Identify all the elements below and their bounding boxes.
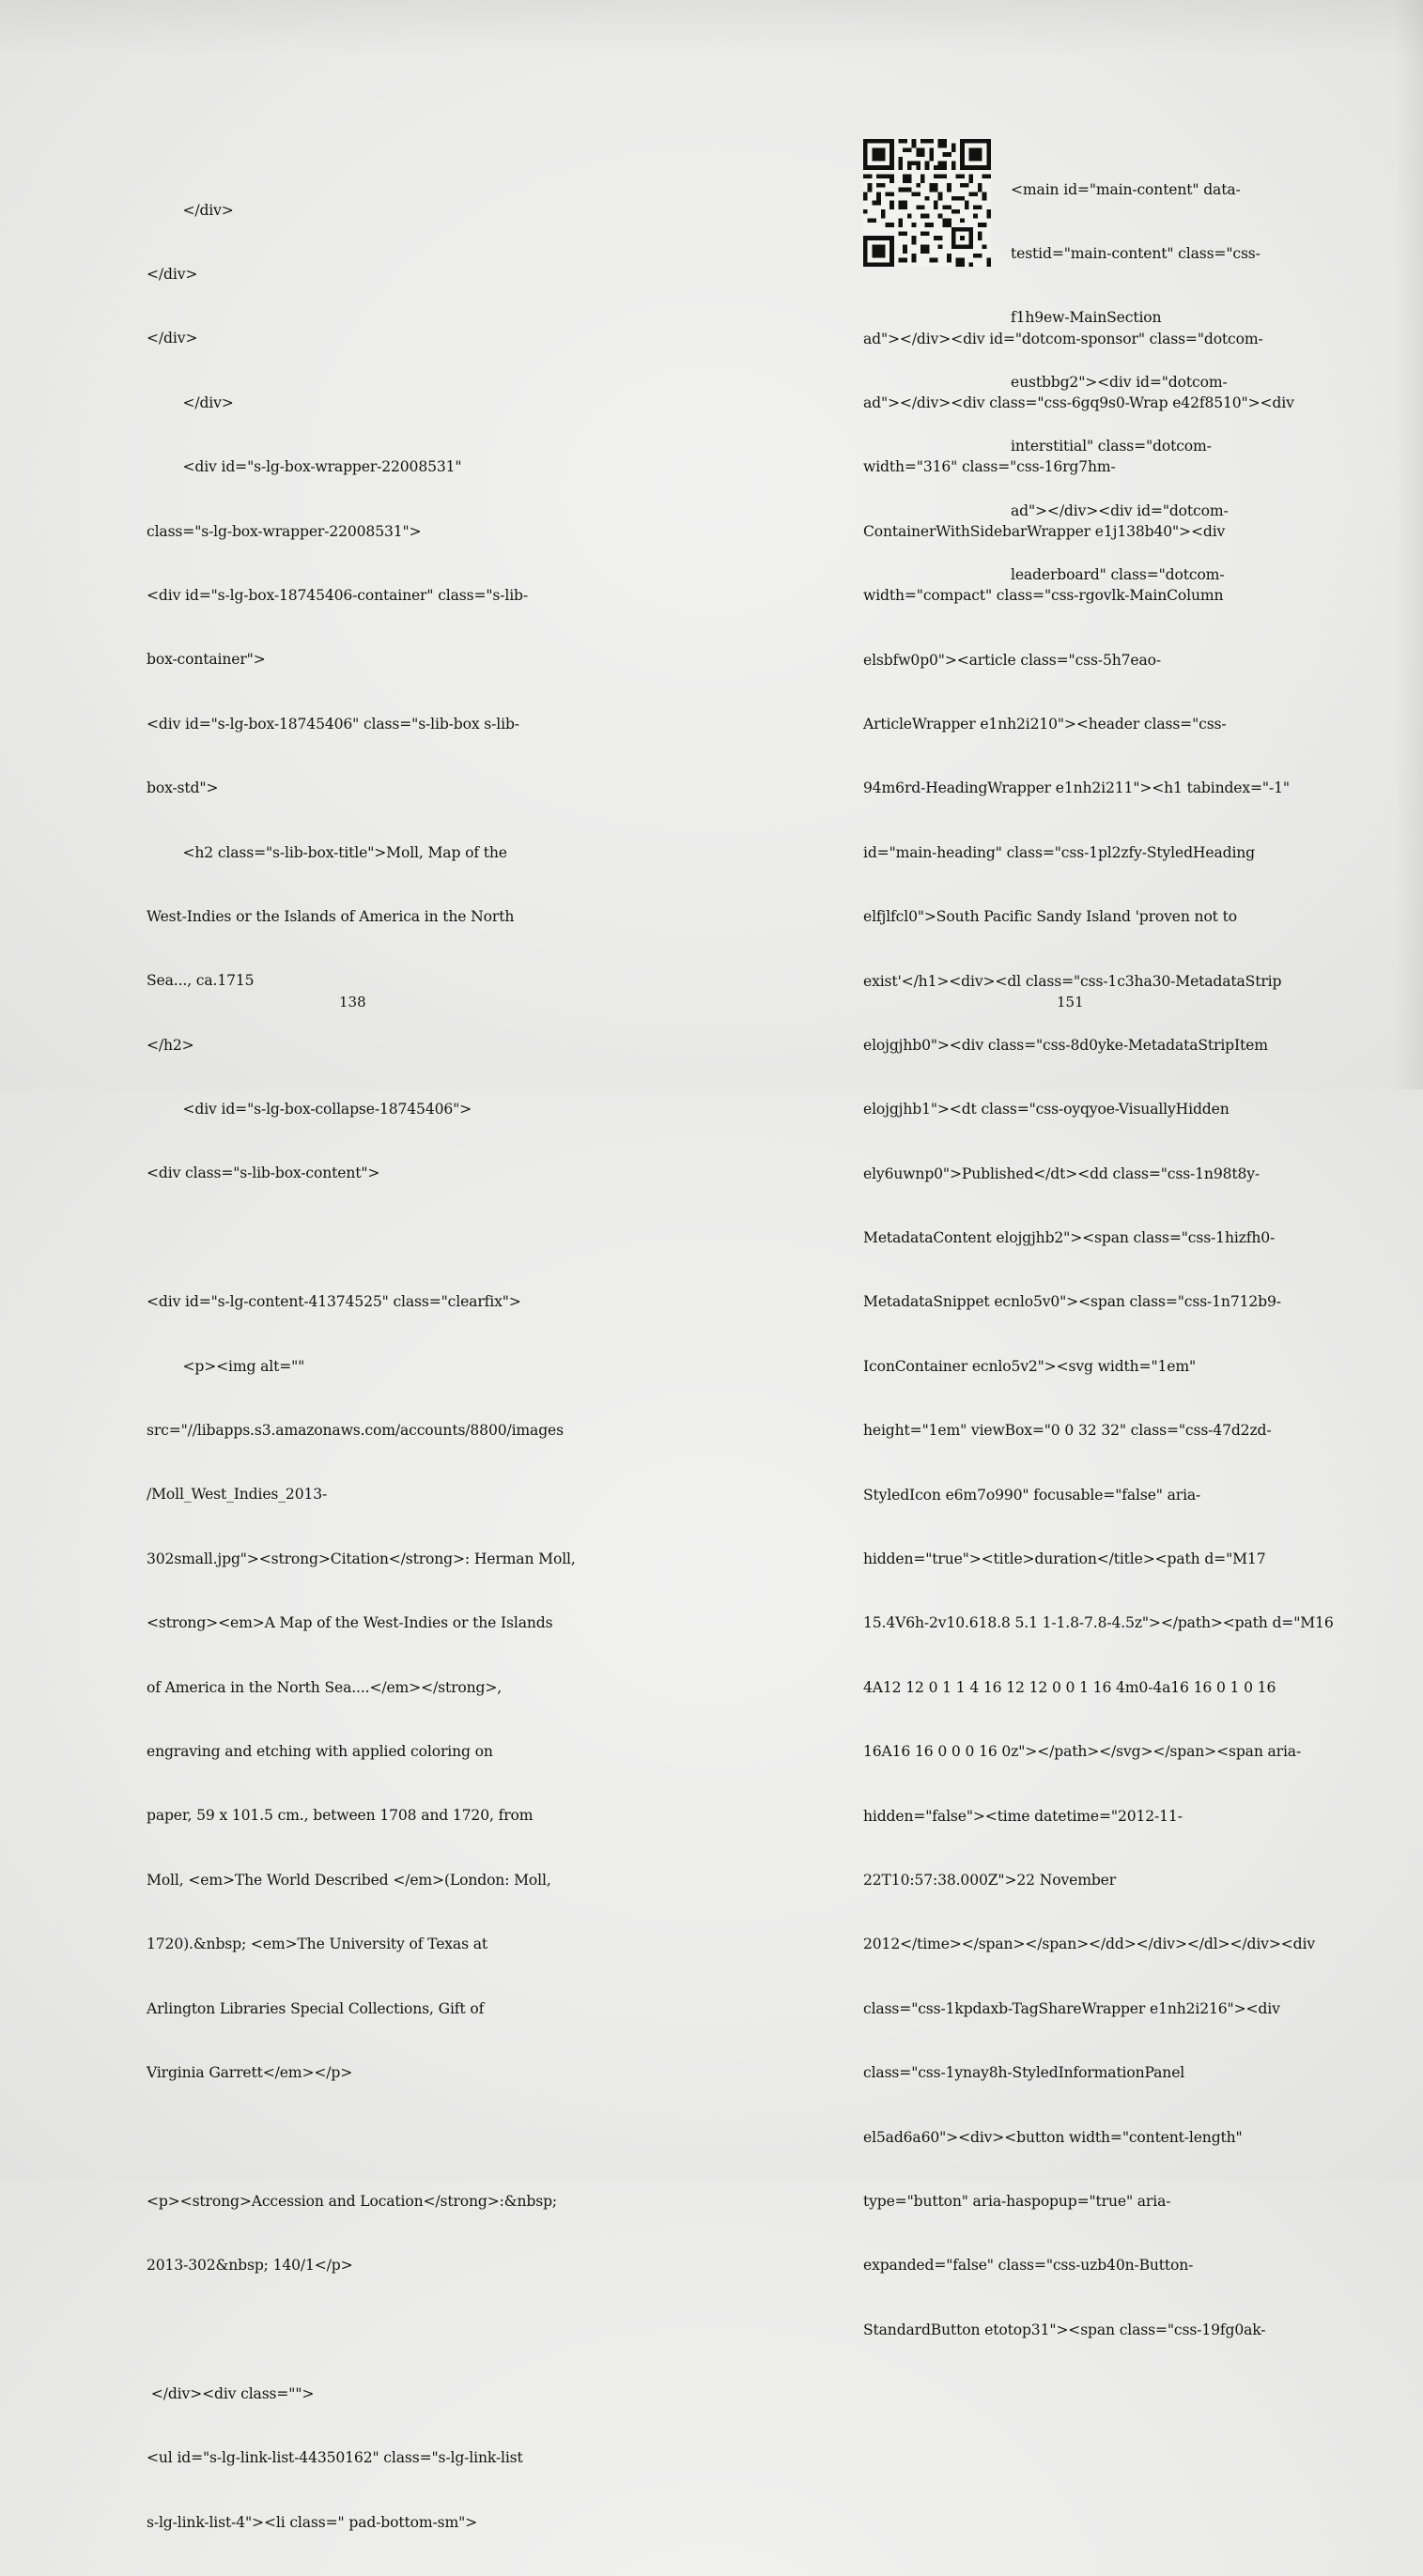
left-line: engraving and etching with applied coloring on xyxy=(147,1742,493,1760)
left-line: West-Indies or the Islands of America in the North xyxy=(147,907,515,925)
left-line: box-std"> xyxy=(147,779,219,797)
left-line: 2013-302&nbsp; 140/1</p> xyxy=(147,2257,353,2275)
left-line: <p><img alt="" xyxy=(147,1357,305,1375)
right-line: ArticleWrapper e1nh2i210"><header class="css- xyxy=(863,715,1227,733)
right-line: class="css-1ynay8h-StyledInformationPanel xyxy=(863,2064,1185,2082)
left-line: <div id="s-lg-box-18745406" class="s-lib-box s-lib- xyxy=(147,715,519,733)
right-line: 15.4V6h-2v10.618.8 5.1 1-1.8-7.8-4.5z"></path><path d="M16 xyxy=(863,1614,1334,1632)
right-line: ContainerWithSidebarWrapper e1j138b40"><div xyxy=(863,522,1226,540)
right-line: MetadataContent elojgjhb2"><span class="css-1hizfh0- xyxy=(863,1229,1276,1247)
left-line: </div> xyxy=(147,393,234,411)
left-line: <div id="s-lg-box-collapse-18745406"> xyxy=(147,1101,472,1118)
right-line: 94m6rd-HeadingWrapper e1nh2i211"><h1 tabindex="-1" xyxy=(863,779,1290,797)
left-line: class="s-lg-box-wrapper-22008531"> xyxy=(147,522,422,540)
right-line: elojgjhb0"><div class="css-8d0yke-MetadataStripItem xyxy=(863,1036,1268,1054)
left-line: <p><strong>Accession and Location</strong>:&nbsp; xyxy=(147,2192,558,2210)
left-line: 1720).&nbsp; <em>The University of Texas at xyxy=(147,1936,487,1953)
right-line: type="button" aria-haspopup="true" aria- xyxy=(863,2192,1171,2210)
left-line: Arlington Libraries Special Collections, Gift of xyxy=(147,1999,485,2017)
right-line: ad"></div><div class="css-6gq9s0-Wrap e42f8510"><div xyxy=(863,393,1294,411)
left-line: paper, 59 x 101.5 cm., between 1708 and 1720, from xyxy=(147,1807,534,1825)
right-line: elsbfw0p0"><article class="css-5h7eao- xyxy=(863,651,1161,669)
right-line: height="1em" viewBox="0 0 32 32" class="css-47d2zd- xyxy=(863,1422,1272,1440)
left-page-code-text xyxy=(147,157,576,2576)
left-line: <div id="s-lg-box-wrapper-22008531" xyxy=(147,458,462,476)
left-line: 302small.jpg"><strong>Citation</strong>: Herman Moll, xyxy=(147,1550,576,1567)
left-line xyxy=(147,2319,576,2340)
left-line: </h2> xyxy=(147,1036,194,1054)
right-line: width="316" class="css-16rg7hm- xyxy=(863,458,1116,476)
left-line: s-lg-link-list-4"><li class=" pad-bottom-sm"> xyxy=(147,2513,478,2531)
left-line: </div> xyxy=(147,330,198,347)
right-line: StyledIcon e6m7o990" focusable="false" aria- xyxy=(863,1486,1201,1504)
right-line: 22T10:57:38.000Z">22 November xyxy=(863,1871,1117,1889)
left-line: box-container"> xyxy=(147,651,266,669)
right-line: 4A12 12 0 1 1 4 16 12 12 0 0 1 16 4m0-4a16 16 0 1 0 16 xyxy=(863,1678,1276,1696)
right-line: exist'</h1><div><dl class="css-1c3ha30-MetadataStrip xyxy=(863,972,1282,990)
left-line: <strong><em>A Map of the West-Indies or the Islands xyxy=(147,1614,553,1632)
right-line: leaderboard" class="dotcom- xyxy=(1011,565,1225,583)
right-line: hidden="true"><title>duration</title><path d="M17 xyxy=(863,1550,1266,1568)
right-line: testid="main-content" class="css- xyxy=(1011,244,1261,262)
left-line: </div> xyxy=(147,201,234,219)
right-line: interstitial" class="dotcom- xyxy=(1011,438,1212,455)
right-line: elfjlfcl0">South Pacific Sandy Island 'proven not to xyxy=(863,908,1237,926)
right-line: id="main-heading" class="css-1pl2zfy-StyledHeading xyxy=(863,843,1256,861)
left-line: <div class="s-lib-box-content"> xyxy=(147,1165,380,1182)
left-line: <ul id="s-lg-link-list-44350162" class="s-lg-link-list xyxy=(147,2449,523,2467)
right-line: el5ad6a60"><div><button width="content-length" xyxy=(863,2128,1243,2146)
left-line: Sea..., ca.1715 xyxy=(147,972,255,990)
left-line xyxy=(147,2126,576,2148)
right-page-number: 151 xyxy=(1057,994,1084,1010)
right-line: ely6uwnp0">Published</dt><dd class="css-1n98t8y- xyxy=(863,1165,1261,1182)
right-line: hidden="false"><time datetime="2012-11- xyxy=(863,1807,1183,1825)
right-line: ad"></div><div id="dotcom-sponsor" class="dotcom- xyxy=(863,330,1263,347)
left-line: of America in the North Sea....</em></strong>, xyxy=(147,1678,503,1696)
right-line: 2012</time></span></span></dd></div></dl></div><div xyxy=(863,1936,1315,1953)
right-line: IconContainer ecnlo5v2"><svg width="1em" xyxy=(863,1357,1196,1375)
left-line: </div> xyxy=(147,265,198,283)
right-line: <main id="main-content" data- xyxy=(1011,180,1241,198)
qr-code-graphic xyxy=(863,139,991,267)
left-line: Moll, <em>The World Described </em>(London: Moll, xyxy=(147,1871,551,1889)
right-line: width="compact" class="css-rgovlk-MainColumn xyxy=(863,587,1224,605)
left-line xyxy=(147,1227,576,1249)
right-line: f1h9ew-MainSection xyxy=(1011,309,1162,327)
right-line: 16A16 16 0 0 0 16 0z"></path></svg></span><span aria- xyxy=(863,1743,1302,1761)
left-page-number: 138 xyxy=(339,994,366,1010)
right-line: expanded="false" class="css-uzb40n-Button- xyxy=(863,2257,1194,2275)
right-page-code-text xyxy=(863,285,1334,2383)
right-line: class="css-1kpdaxb-TagShareWrapper e1nh2i216"><div xyxy=(863,1999,1280,2017)
right-line: StandardButton etotop31"><span class="css-19fg0ak- xyxy=(863,2321,1266,2338)
left-line: src="//libapps.s3.amazonaws.com/accounts/8800/images xyxy=(147,1422,564,1440)
left-line: </div><div class=""> xyxy=(147,2384,315,2402)
left-line: /Moll_West_Indies_2013- xyxy=(147,1486,328,1504)
right-line: eustbbg2"><div id="dotcom- xyxy=(1011,373,1228,391)
right-line: MetadataSnippet ecnlo5v0"><span class="css-1n712b9- xyxy=(863,1293,1281,1311)
left-line: Virginia Garrett</em></p> xyxy=(147,2063,353,2081)
left-line: <div id="s-lg-box-18745406-container" class="s-lib- xyxy=(147,586,528,604)
qr-code-icon xyxy=(863,139,991,267)
right-line: elojgjhb1"><dt class="css-oyqyoe-VisuallyHidden xyxy=(863,1101,1230,1118)
left-line: <h2 class="s-lib-box-title">Moll, Map of the xyxy=(147,843,507,861)
right-line: ad"></div><div id="dotcom- xyxy=(1011,501,1229,519)
left-line: <div id="s-lg-content-41374525" class="clearfix"> xyxy=(147,1293,521,1311)
